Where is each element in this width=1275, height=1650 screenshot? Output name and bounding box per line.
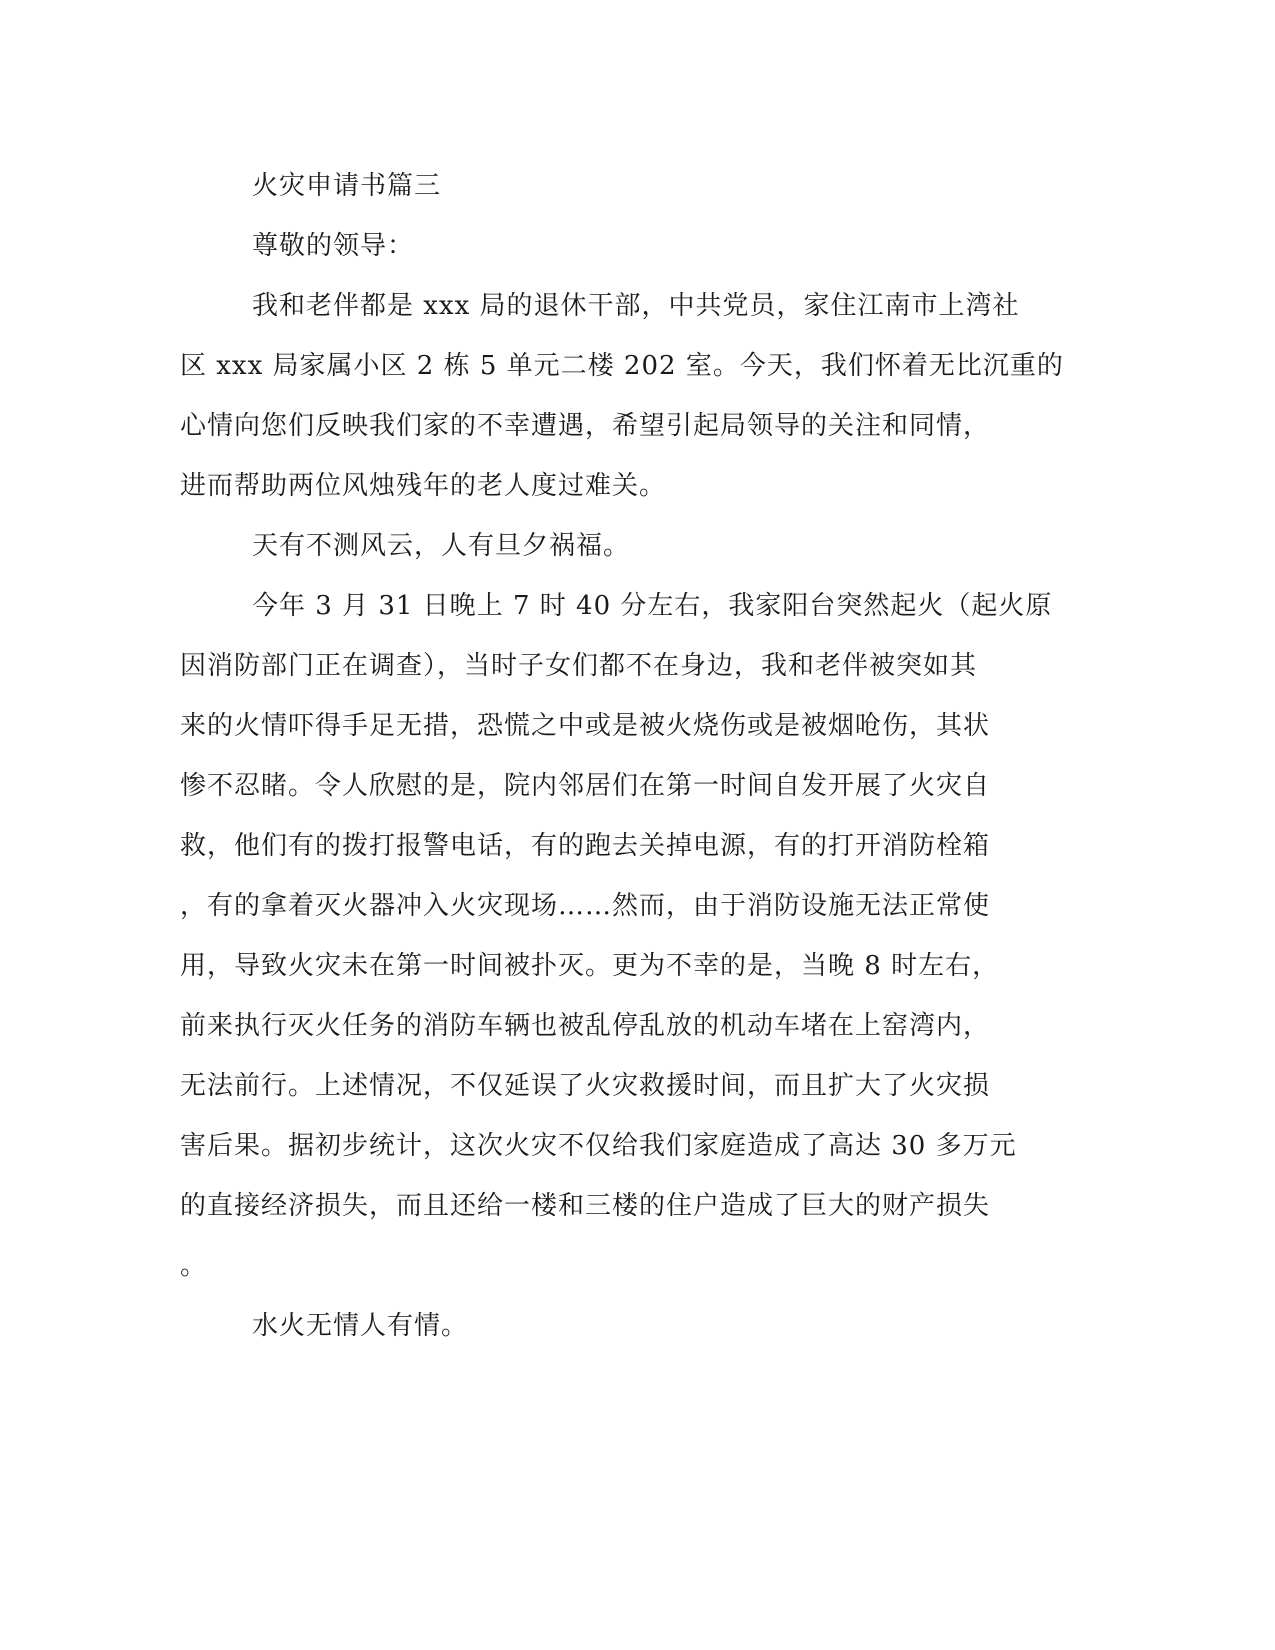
paragraph-line: 前来执行灭火任务的消防车辆也被乱停乱放的机动车堵在上窑湾内，: [180, 1011, 991, 1041]
paragraph-1: [180, 276, 1080, 516]
paragraph-line: 区 xxx 局家属小区 2 栋 5 单元二楼 202 室。今天，我们怀着无比沉重的: [180, 351, 1064, 381]
paragraph-line: ，有的拿着灭火器冲入火灾现场……然而，由于消防设施无法正常使: [180, 891, 991, 921]
paragraph-2: [180, 516, 1080, 576]
paragraph-line: 。: [180, 1251, 208, 1281]
paragraph-4: [180, 1296, 1080, 1356]
paragraph-line: 惨不忍睹。令人欣慰的是，院内邻居们在第一时间自发开展了火灾自: [180, 771, 991, 801]
document-title: 火灾申请书篇三: [252, 171, 442, 201]
paragraph-line: 害后果。据初步统计，这次火灾不仅给我们家庭造成了高达 30 多万元: [180, 1131, 1017, 1161]
paragraph-line: 水火无情人有情。: [252, 1311, 469, 1341]
paragraph-line: 无法前行。上述情况，不仅延误了火灾救援时间，而且扩大了火灾损: [180, 1071, 991, 1101]
paragraph-line: 用，导致火灾未在第一时间被扑灭。更为不幸的是，当晚 8 时左右，: [180, 951, 1000, 981]
document-body: [180, 156, 1080, 1356]
paragraph-line: 我和老伴都是 xxx 局的退休干部，中共党员，家住江南市上湾社: [252, 291, 1020, 321]
paragraph-line: 的直接经济损失，而且还给一楼和三楼的住户造成了巨大的财产损失: [180, 1191, 991, 1221]
paragraph-line: 来的火情吓得手足无措，恐慌之中或是被火烧伤或是被烟呛伤，其状: [180, 711, 991, 741]
paragraph-3: [180, 576, 1080, 1296]
paragraph-line: 心情向您们反映我们家的不幸遭遇，希望引起局领导的关注和同情，: [180, 411, 991, 441]
paragraph-line: 天有不测风云，人有旦夕祸福。: [252, 531, 631, 561]
paragraph-line: 因消防部门正在调查），当时子女们都不在身边，我和老伴被突如其: [180, 651, 978, 681]
paragraph-line: 救，他们有的拨打报警电话，有的跑去关掉电源，有的打开消防栓箱: [180, 831, 991, 861]
paragraph-line: 今年 3 月 31 日晚上 7 时 40 分左右，我家阳台突然起火（起火原: [252, 591, 1053, 621]
salutation: 尊敬的领导：: [252, 231, 415, 261]
paragraph-line: 进而帮助两位风烛残年的老人度过难关。: [180, 471, 667, 501]
